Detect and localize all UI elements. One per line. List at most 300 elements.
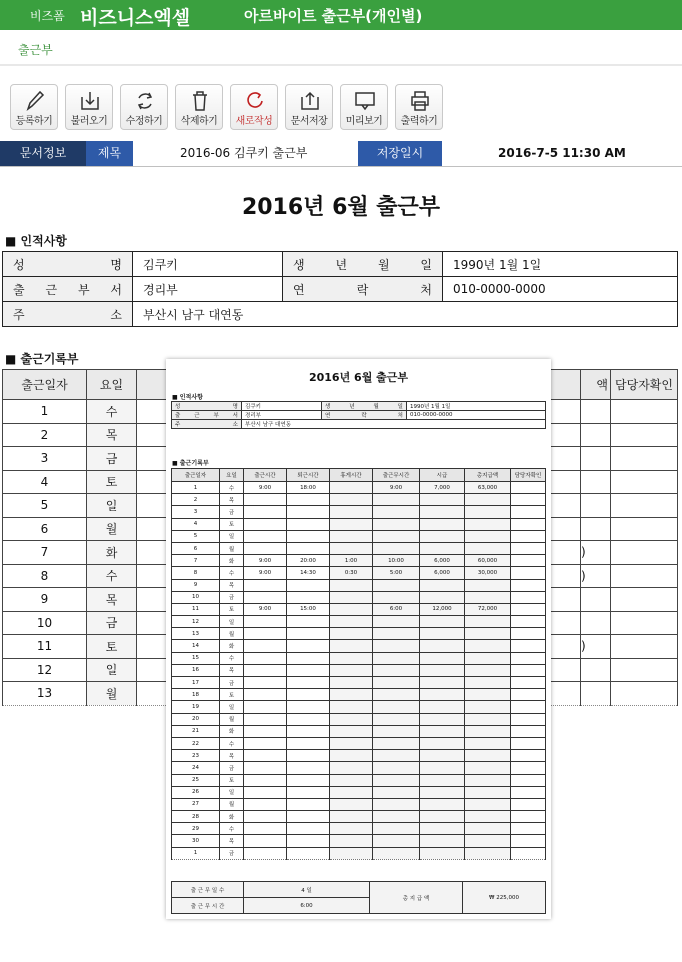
pv-cell-pay — [465, 786, 511, 798]
row-date: 9 — [3, 588, 87, 612]
pv-cell-br — [330, 518, 373, 530]
pv-cell-wk — [373, 677, 420, 689]
pv-cell-pay — [465, 494, 511, 506]
pv-cell-br — [330, 737, 373, 749]
pv-cell-in — [244, 518, 287, 530]
pv-cell-out: 20:00 — [287, 555, 330, 567]
row-confirm[interactable] — [611, 588, 678, 612]
pv-cell-in — [244, 750, 287, 762]
pv-cell-confirm — [511, 737, 546, 749]
pv-cell-wk — [373, 786, 420, 798]
pv-cell-confirm — [511, 530, 546, 542]
pv-cell-out: 15:00 — [287, 603, 330, 615]
pv-cell-br — [330, 798, 373, 810]
col-dow: 요일 — [87, 370, 137, 400]
register-button[interactable]: 등록하기 — [10, 84, 58, 130]
pv-cell-confirm — [511, 579, 546, 591]
pv-col-break: 휴게시간 — [330, 469, 373, 482]
preview-row — [172, 567, 546, 579]
brand-logo: 비즈니스엑셀 — [80, 7, 191, 29]
person-info-table — [2, 251, 678, 327]
pv-cell-in — [244, 847, 287, 859]
pv-cell-wage — [420, 542, 465, 554]
row-pay-fragment — [581, 400, 611, 424]
pv-cell-in: 9:00 — [244, 555, 287, 567]
pv-cell-d: 9 — [172, 579, 220, 591]
pv-cell-wage — [420, 579, 465, 591]
pv-cell-w: 목 — [220, 494, 244, 506]
preview-row — [172, 616, 546, 628]
row-confirm[interactable] — [611, 658, 678, 682]
pencil-icon — [24, 89, 46, 113]
pv-cell-d: 30 — [172, 835, 220, 847]
pv-cell-d: 4 — [172, 518, 220, 530]
pv-cell-br — [330, 530, 373, 542]
pv-cell-pay — [465, 798, 511, 810]
pv-cell-br — [330, 640, 373, 652]
pv-cell-pay — [465, 725, 511, 737]
pv-cell-out — [287, 737, 330, 749]
pv-cell-br — [330, 652, 373, 664]
pv-cell-d: 13 — [172, 628, 220, 640]
row-dow: 수 — [87, 564, 137, 588]
preview-summary-table — [171, 881, 546, 914]
pv-cell-out — [287, 725, 330, 737]
preview-row — [172, 750, 546, 762]
pv-cell-out — [287, 835, 330, 847]
pv-cell-d: 21 — [172, 725, 220, 737]
pv-cell-wage — [420, 494, 465, 506]
pv-cell-pay — [465, 847, 511, 859]
pv-cell-wk: 5:00 — [373, 567, 420, 579]
app-header — [0, 0, 682, 30]
pv-cell-wage — [420, 677, 465, 689]
person-section-title: ■ 인적사항 — [5, 234, 67, 248]
pv-birth-k: 생 년 월 일 — [322, 402, 407, 411]
pv-cell-d: 22 — [172, 737, 220, 749]
preview-row — [172, 713, 546, 725]
name-value[interactable]: 김쿠키 — [133, 252, 283, 277]
pv-cell-w: 토 — [220, 689, 244, 701]
row-date: 3 — [3, 447, 87, 471]
pv-cell-wage — [420, 713, 465, 725]
pv-cell-w: 월 — [220, 628, 244, 640]
pv-cell-wk — [373, 847, 420, 859]
pv-cell-confirm — [511, 713, 546, 725]
contact-label: 연 락 처 — [283, 277, 443, 302]
refresh-icon — [134, 89, 156, 113]
pv-cell-w: 금 — [220, 506, 244, 518]
pv-cell-br — [330, 811, 373, 823]
pv-cell-pay — [465, 628, 511, 640]
pv-cell-confirm — [511, 603, 546, 615]
row-dow: 금 — [87, 447, 137, 471]
pv-cell-w: 일 — [220, 530, 244, 542]
pv-cell-br — [330, 482, 373, 494]
pv-cell-br — [330, 689, 373, 701]
pv-cell-wk — [373, 591, 420, 603]
pv-cell-wage: 12,000 — [420, 603, 465, 615]
address-label: 주 소 — [3, 302, 133, 327]
saved-datetime: 2016-7-5 11:30 AM — [498, 146, 626, 160]
pv-cell-in — [244, 530, 287, 542]
row-dow: 일 — [87, 658, 137, 682]
pv-cell-wk — [373, 530, 420, 542]
pv-cell-pay — [465, 591, 511, 603]
row-date: 5 — [3, 494, 87, 518]
sum-days-k: 출 근 무 일 수 — [172, 882, 244, 898]
pv-cell-pay: 30,000 — [465, 567, 511, 579]
row-date: 8 — [3, 564, 87, 588]
pv-cell-out — [287, 786, 330, 798]
row-pay-fragment — [581, 494, 611, 518]
preview-record-table — [171, 468, 546, 860]
preview-row — [172, 652, 546, 664]
pv-cell-br — [330, 677, 373, 689]
pv-cell-w: 수 — [220, 823, 244, 835]
pv-cell-wage — [420, 725, 465, 737]
pv-cell-wk — [373, 774, 420, 786]
edit-button[interactable]: 수정하기 — [120, 84, 168, 130]
preview-row — [172, 725, 546, 737]
pv-cell-br — [330, 725, 373, 737]
print-preview-panel[interactable] — [166, 359, 551, 919]
pv-addr-v: 부산시 남구 대연동 — [242, 420, 546, 429]
pv-cell-pay — [465, 835, 511, 847]
pv-cell-w: 목 — [220, 835, 244, 847]
pv-cell-wage — [420, 628, 465, 640]
pv-cell-pay — [465, 542, 511, 554]
pv-cell-br — [330, 506, 373, 518]
pv-cell-br — [330, 847, 373, 859]
pv-cell-d: 6 — [172, 542, 220, 554]
pv-cell-wk — [373, 762, 420, 774]
row-date: 7 — [3, 541, 87, 565]
row-confirm[interactable] — [611, 400, 678, 424]
pv-cell-w: 화 — [220, 811, 244, 823]
row-pay-fragment: ) — [581, 564, 611, 588]
row-confirm[interactable] — [611, 423, 678, 447]
save-document-button[interactable]: 문서저장 — [285, 84, 333, 130]
pv-cell-in — [244, 506, 287, 518]
pv-cell-wk — [373, 811, 420, 823]
pv-cell-br — [330, 823, 373, 835]
pv-cell-confirm — [511, 689, 546, 701]
pv-cell-out — [287, 798, 330, 810]
pv-cell-d: 17 — [172, 677, 220, 689]
pv-cell-confirm — [511, 616, 546, 628]
pv-cell-wage — [420, 811, 465, 823]
birth-label: 생 년 월 일 — [283, 252, 443, 277]
pv-cell-pay — [465, 640, 511, 652]
pv-cell-d: 29 — [172, 823, 220, 835]
download-tray-icon — [79, 89, 101, 113]
pv-cell-d: 25 — [172, 774, 220, 786]
pv-cell-d: 2 — [172, 494, 220, 506]
preview-person-table — [171, 401, 546, 429]
pv-cell-br — [330, 835, 373, 847]
row-confirm[interactable] — [611, 682, 678, 706]
pv-cell-out — [287, 640, 330, 652]
birth-value[interactable]: 1990년 1월 1일 — [443, 252, 678, 277]
pv-cell-out — [287, 677, 330, 689]
pv-cell-br: 0:30 — [330, 567, 373, 579]
pv-cell-w: 토 — [220, 774, 244, 786]
address-value[interactable]: 부산시 남구 대연동 — [133, 302, 678, 327]
tab-bar — [0, 30, 682, 66]
row-pay-fragment — [581, 423, 611, 447]
pv-cell-out — [287, 616, 330, 628]
row-dow: 목 — [87, 423, 137, 447]
pv-cell-w: 토 — [220, 518, 244, 530]
pv-cell-pay — [465, 518, 511, 530]
preview-row — [172, 774, 546, 786]
pv-cell-w: 토 — [220, 603, 244, 615]
pv-cell-wk: 6:00 — [373, 603, 420, 615]
preview-row — [172, 542, 546, 554]
pv-cell-wage — [420, 701, 465, 713]
pv-cell-pay — [465, 689, 511, 701]
row-confirm[interactable] — [611, 470, 678, 494]
pv-cell-out — [287, 506, 330, 518]
pv-cell-in — [244, 579, 287, 591]
row-pay-fragment — [581, 658, 611, 682]
pv-cell-w: 일 — [220, 786, 244, 798]
name-label: 성 명 — [3, 252, 133, 277]
pv-cell-wage — [420, 689, 465, 701]
preview-row — [172, 677, 546, 689]
row-dow: 목 — [87, 588, 137, 612]
pv-cell-wage — [420, 823, 465, 835]
row-dow: 월 — [87, 682, 137, 706]
doc-title-value: 2016-06 김쿠키 출근부 — [180, 146, 308, 160]
pv-cell-br — [330, 494, 373, 506]
preview-row — [172, 811, 546, 823]
pv-cell-in — [244, 677, 287, 689]
pv-cell-w: 수 — [220, 567, 244, 579]
pv-cell-in — [244, 616, 287, 628]
pv-cell-in — [244, 823, 287, 835]
pv-cell-out — [287, 701, 330, 713]
preview-row — [172, 786, 546, 798]
dept-value[interactable]: 경리부 — [133, 277, 283, 302]
pv-cell-wage — [420, 774, 465, 786]
col-pay-fragment: 액 — [581, 370, 611, 400]
contact-value[interactable]: 010-0000-0000 — [443, 277, 678, 302]
preview-person-title: ■ 인적사항 — [172, 394, 203, 401]
pv-cell-in: 9:00 — [244, 603, 287, 615]
pv-cell-out — [287, 494, 330, 506]
pv-cell-wage: 6,000 — [420, 567, 465, 579]
printer-icon — [409, 89, 431, 113]
pv-cell-wage — [420, 835, 465, 847]
pv-cell-confirm — [511, 494, 546, 506]
pv-cell-d: 16 — [172, 664, 220, 676]
pv-cell-out — [287, 579, 330, 591]
row-confirm[interactable] — [611, 447, 678, 471]
pv-cell-wage — [420, 530, 465, 542]
pv-cell-out — [287, 811, 330, 823]
pv-cell-out — [287, 591, 330, 603]
row-pay-fragment — [581, 682, 611, 706]
pv-cell-wage — [420, 616, 465, 628]
pv-cell-wk — [373, 616, 420, 628]
pv-cell-d: 23 — [172, 750, 220, 762]
pv-cell-w: 금 — [220, 847, 244, 859]
pv-cell-d: 5 — [172, 530, 220, 542]
pv-cell-confirm — [511, 518, 546, 530]
pv-cell-confirm — [511, 774, 546, 786]
row-dow: 수 — [87, 400, 137, 424]
pv-cell-confirm — [511, 664, 546, 676]
pv-cell-confirm — [511, 506, 546, 518]
preview-title: 2016년 6월 출근부 — [308, 371, 409, 384]
preview-row — [172, 847, 546, 859]
pv-cell-w: 화 — [220, 640, 244, 652]
pv-cell-wage — [420, 750, 465, 762]
pv-cell-d: 1 — [172, 847, 220, 859]
pv-cell-d: 14 — [172, 640, 220, 652]
row-date: 12 — [3, 658, 87, 682]
pv-cell-pay — [465, 652, 511, 664]
pv-cell-pay — [465, 579, 511, 591]
new-refresh-icon — [244, 89, 266, 113]
row-confirm[interactable] — [611, 517, 678, 541]
pv-cell-w: 일 — [220, 616, 244, 628]
pv-cell-out — [287, 518, 330, 530]
pv-cell-br — [330, 579, 373, 591]
pv-cell-wage — [420, 737, 465, 749]
row-pay-fragment — [581, 611, 611, 635]
pv-cell-w: 월 — [220, 542, 244, 554]
row-pay-fragment: ) — [581, 635, 611, 659]
pv-cell-confirm — [511, 725, 546, 737]
sum-total-v: ₩ 225,000 — [463, 882, 546, 914]
preview-row — [172, 701, 546, 713]
pv-cell-br — [330, 616, 373, 628]
pv-cell-wk — [373, 823, 420, 835]
dept-label: 출 근 부 서 — [3, 277, 133, 302]
pv-cell-in — [244, 701, 287, 713]
pv-cell-pay — [465, 774, 511, 786]
row-confirm[interactable] — [611, 494, 678, 518]
pv-addr-k: 주 소 — [172, 420, 242, 429]
pv-cell-in: 9:00 — [244, 482, 287, 494]
tab-attendance[interactable]: 출근부 — [18, 43, 53, 57]
pv-cell-out — [287, 664, 330, 676]
pv-cell-out — [287, 713, 330, 725]
pv-contact-v: 010-0000-0000 — [407, 411, 546, 420]
sum-hours-v: 6:00 — [244, 898, 370, 914]
monitor-icon — [354, 89, 376, 113]
row-confirm[interactable] — [611, 564, 678, 588]
pv-cell-out — [287, 652, 330, 664]
pv-cell-confirm — [511, 567, 546, 579]
pv-cell-confirm — [511, 811, 546, 823]
preview-row — [172, 518, 546, 530]
pv-cell-wage — [420, 518, 465, 530]
pv-cell-out — [287, 750, 330, 762]
preview-row — [172, 555, 546, 567]
row-confirm[interactable] — [611, 611, 678, 635]
preview-button[interactable]: 미리보기 — [340, 84, 388, 130]
pv-col-confirm: 담당자확인 — [511, 469, 546, 482]
pv-cell-confirm — [511, 823, 546, 835]
pv-cell-confirm — [511, 652, 546, 664]
pv-cell-d: 28 — [172, 811, 220, 823]
pv-cell-confirm — [511, 786, 546, 798]
preview-row — [172, 506, 546, 518]
preview-row — [172, 603, 546, 615]
pv-cell-wk — [373, 701, 420, 713]
pv-cell-wage — [420, 847, 465, 859]
row-confirm[interactable] — [611, 541, 678, 565]
preview-row — [172, 762, 546, 774]
pv-cell-wk — [373, 713, 420, 725]
pv-cell-d: 27 — [172, 798, 220, 810]
pv-cell-pay — [465, 823, 511, 835]
row-dow: 월 — [87, 517, 137, 541]
preview-row — [172, 579, 546, 591]
pv-cell-confirm — [511, 677, 546, 689]
page-title: 2016년 6월 출근부 — [241, 195, 441, 220]
pv-cell-wage: 6,000 — [420, 555, 465, 567]
pv-col-wage: 시급 — [420, 469, 465, 482]
pv-cell-confirm — [511, 542, 546, 554]
load-button[interactable]: 불러오기 — [65, 84, 113, 130]
row-dow: 금 — [87, 611, 137, 635]
row-date: 2 — [3, 423, 87, 447]
pv-cell-confirm — [511, 555, 546, 567]
document-info-bar — [0, 141, 682, 167]
pv-cell-br — [330, 542, 373, 554]
pv-cell-confirm — [511, 847, 546, 859]
title-label: 제목 — [86, 141, 133, 166]
preview-row — [172, 591, 546, 603]
row-confirm[interactable] — [611, 635, 678, 659]
pv-cell-in — [244, 664, 287, 676]
pv-cell-out — [287, 542, 330, 554]
sum-hours-k: 출 근 무 시 간 — [172, 898, 244, 914]
doc-info-label: 문서정보 — [0, 141, 86, 166]
pv-col-dow: 요일 — [220, 469, 244, 482]
row-date: 13 — [3, 682, 87, 706]
pv-cell-w: 수 — [220, 652, 244, 664]
new-button[interactable]: 새로작성 — [230, 84, 278, 130]
preview-row — [172, 628, 546, 640]
print-button[interactable]: 출력하기 — [395, 84, 443, 130]
saved-label: 저장일시 — [358, 141, 442, 166]
pv-cell-w: 일 — [220, 701, 244, 713]
pv-cell-w: 목 — [220, 664, 244, 676]
pv-cell-in — [244, 774, 287, 786]
pv-cell-wk — [373, 628, 420, 640]
pv-cell-in — [244, 762, 287, 774]
pv-cell-d: 24 — [172, 762, 220, 774]
brand-small: 비즈폼 — [30, 9, 65, 23]
pv-cell-w: 금 — [220, 677, 244, 689]
pv-name-v: 김쿠키 — [242, 402, 322, 411]
pv-cell-confirm — [511, 640, 546, 652]
delete-button[interactable]: 삭제하기 — [175, 84, 223, 130]
pv-cell-d: 10 — [172, 591, 220, 603]
preview-row — [172, 689, 546, 701]
pv-cell-pay — [465, 677, 511, 689]
pv-cell-in — [244, 628, 287, 640]
pv-cell-wage — [420, 591, 465, 603]
pv-cell-in — [244, 737, 287, 749]
pv-cell-wage — [420, 798, 465, 810]
